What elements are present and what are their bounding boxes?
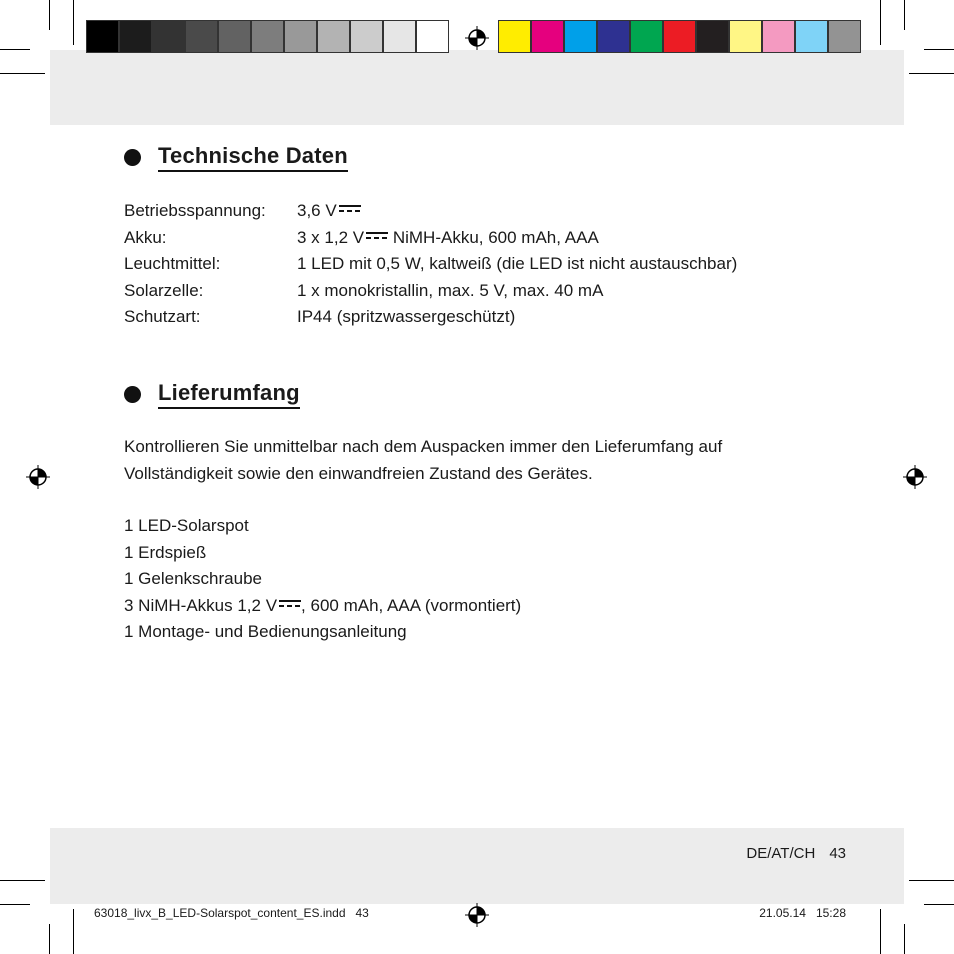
intro-line: Vollständigkeit sowie den einwandfreien Zustand des Gerätes. bbox=[124, 463, 593, 483]
page-number: 43 bbox=[829, 845, 846, 862]
spec-value: 1 x monokristallin, max. 5 V, max. 40 mA bbox=[297, 280, 604, 300]
color-swatch bbox=[119, 20, 152, 53]
page-footer bbox=[746, 845, 846, 862]
grayscale-bar bbox=[86, 20, 449, 55]
spec-label: Schutzart: bbox=[124, 307, 201, 326]
list-item: 1 Montage- und Bedienungsanleitung bbox=[124, 622, 407, 641]
slug-timestamp: 21.05.14 15:28 bbox=[759, 906, 846, 920]
section-title: Lieferumfang bbox=[158, 380, 300, 409]
color-swatch bbox=[284, 20, 317, 53]
direct-current-icon bbox=[366, 231, 388, 241]
slug-filename: 63018_livx_B_LED-Solarspot_content_ES.indd 43 bbox=[94, 906, 369, 920]
bullet-icon bbox=[124, 149, 141, 166]
color-swatch bbox=[762, 20, 795, 53]
spec-row bbox=[124, 225, 737, 252]
technical-data-heading bbox=[124, 143, 348, 172]
footer-band bbox=[50, 828, 904, 904]
registration-mark-icon bbox=[26, 465, 50, 489]
spec-label: Akku: bbox=[124, 227, 167, 247]
color-swatch bbox=[317, 20, 350, 53]
spec-row bbox=[124, 251, 737, 278]
color-swatch bbox=[350, 20, 383, 53]
color-swatch bbox=[597, 20, 630, 53]
spec-row bbox=[124, 304, 737, 331]
header-band bbox=[50, 50, 904, 125]
color-swatch bbox=[630, 20, 663, 53]
section-title: Technische Daten bbox=[158, 143, 348, 172]
spec-row bbox=[124, 278, 737, 305]
scope-list bbox=[124, 513, 521, 646]
intro-line: Kontrollieren Sie unmittelbar nach dem Auspacken immer den Lieferumfang auf bbox=[124, 437, 723, 456]
technical-data-table bbox=[124, 198, 737, 331]
list-item: 1 Gelenkschraube bbox=[124, 569, 262, 588]
color-swatch bbox=[86, 20, 119, 53]
color-swatch bbox=[218, 20, 251, 53]
spec-value: 3 x 1,2 V NiMH-Akku, 600 mAh, AAA bbox=[297, 227, 599, 247]
color-swatch bbox=[185, 20, 218, 53]
spec-label: Leuchtmittel: bbox=[124, 254, 221, 273]
process-color-bar bbox=[498, 20, 861, 55]
color-swatch bbox=[498, 20, 531, 53]
registration-mark-icon bbox=[903, 465, 927, 489]
spec-value: IP44 (spritzwassergeschützt) bbox=[297, 307, 516, 326]
list-item: 3 NiMH-Akkus 1,2 V , 600 mAh, AAA (vormontiert) bbox=[124, 595, 522, 615]
list-item: 1 LED-Solarspot bbox=[124, 516, 249, 535]
color-swatch bbox=[251, 20, 284, 53]
color-swatch bbox=[564, 20, 597, 53]
color-swatch bbox=[416, 20, 449, 53]
spec-label: Solarzelle: bbox=[124, 280, 204, 300]
color-swatch bbox=[531, 20, 564, 53]
direct-current-icon bbox=[279, 599, 301, 609]
spec-value: 1 LED mit 0,5 W, kaltweiß (die LED ist nicht austauschbar) bbox=[297, 254, 738, 273]
color-swatch bbox=[696, 20, 729, 53]
scope-intro bbox=[124, 434, 722, 487]
color-swatch bbox=[828, 20, 861, 53]
color-swatch bbox=[729, 20, 762, 53]
color-swatch bbox=[795, 20, 828, 53]
spec-value: 3,6 V bbox=[297, 198, 361, 225]
spec-row bbox=[124, 198, 737, 225]
color-swatch bbox=[663, 20, 696, 53]
registration-mark-icon bbox=[465, 903, 489, 927]
spec-label: Betriebsspannung: bbox=[124, 201, 266, 220]
registration-mark-icon bbox=[465, 26, 489, 50]
bullet-icon bbox=[124, 386, 141, 403]
direct-current-icon bbox=[339, 204, 361, 214]
region-label: DE/AT/CH bbox=[746, 845, 816, 862]
scope-heading bbox=[124, 380, 300, 409]
color-swatch bbox=[152, 20, 185, 53]
list-item: 1 Erdspieß bbox=[124, 542, 207, 562]
color-swatch bbox=[383, 20, 416, 53]
